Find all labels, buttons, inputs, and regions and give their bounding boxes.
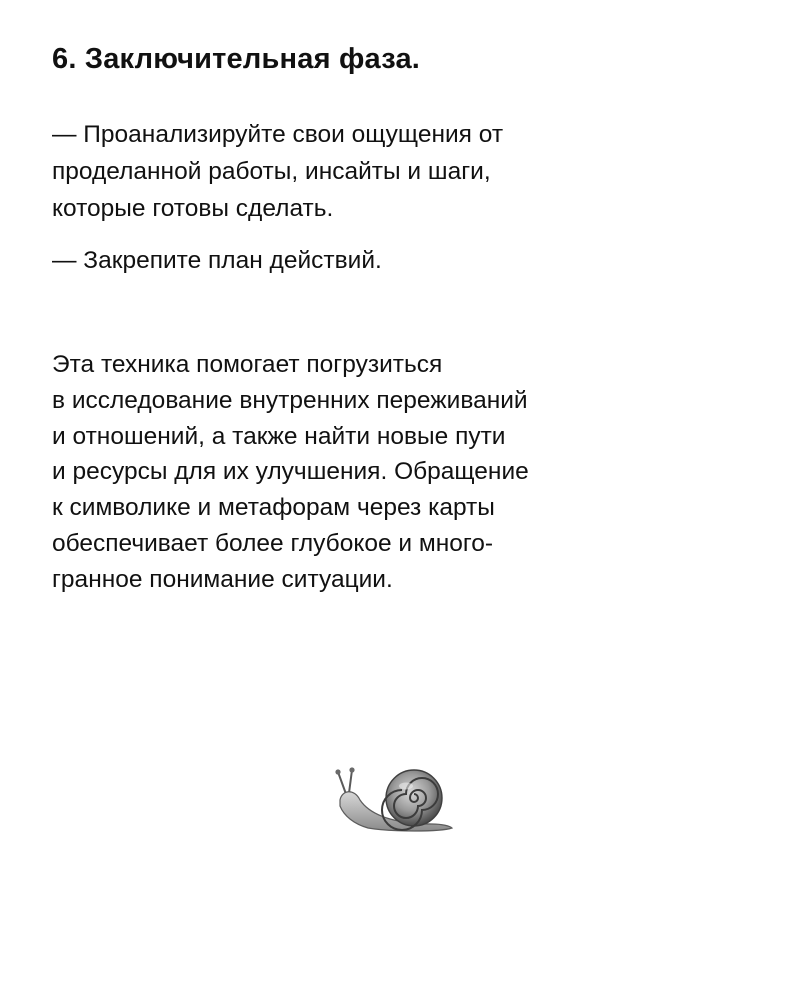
section-heading: 6. Заключительная фаза. xyxy=(52,43,421,75)
step-action-plan xyxy=(52,242,382,279)
text-line: к символике и метафорам через карты xyxy=(52,494,495,522)
text-line: в исследование внутренних переживаний xyxy=(52,386,528,414)
text-line: которые готовы сделать. xyxy=(52,195,334,222)
step-analyze xyxy=(52,116,503,227)
text-line: гранное понимание ситуации. xyxy=(52,565,393,593)
text-line: и ресурсы для их улучшения. Обращение xyxy=(52,458,529,486)
summary-paragraph xyxy=(52,347,529,598)
text-line: и отношений, а также найти новые пути xyxy=(52,422,506,450)
text-line: проделанной работы, инсайты и шаги, xyxy=(52,158,491,185)
text-line: — Закрепите план действий. xyxy=(52,247,382,274)
text-line: — Проанализируйте свои ощущения от xyxy=(52,121,504,148)
text-line: обеспечивает более глубокое и много- xyxy=(52,529,494,557)
snail-icon xyxy=(332,766,460,834)
text-line: Эта техника помогает погрузиться xyxy=(52,351,443,378)
